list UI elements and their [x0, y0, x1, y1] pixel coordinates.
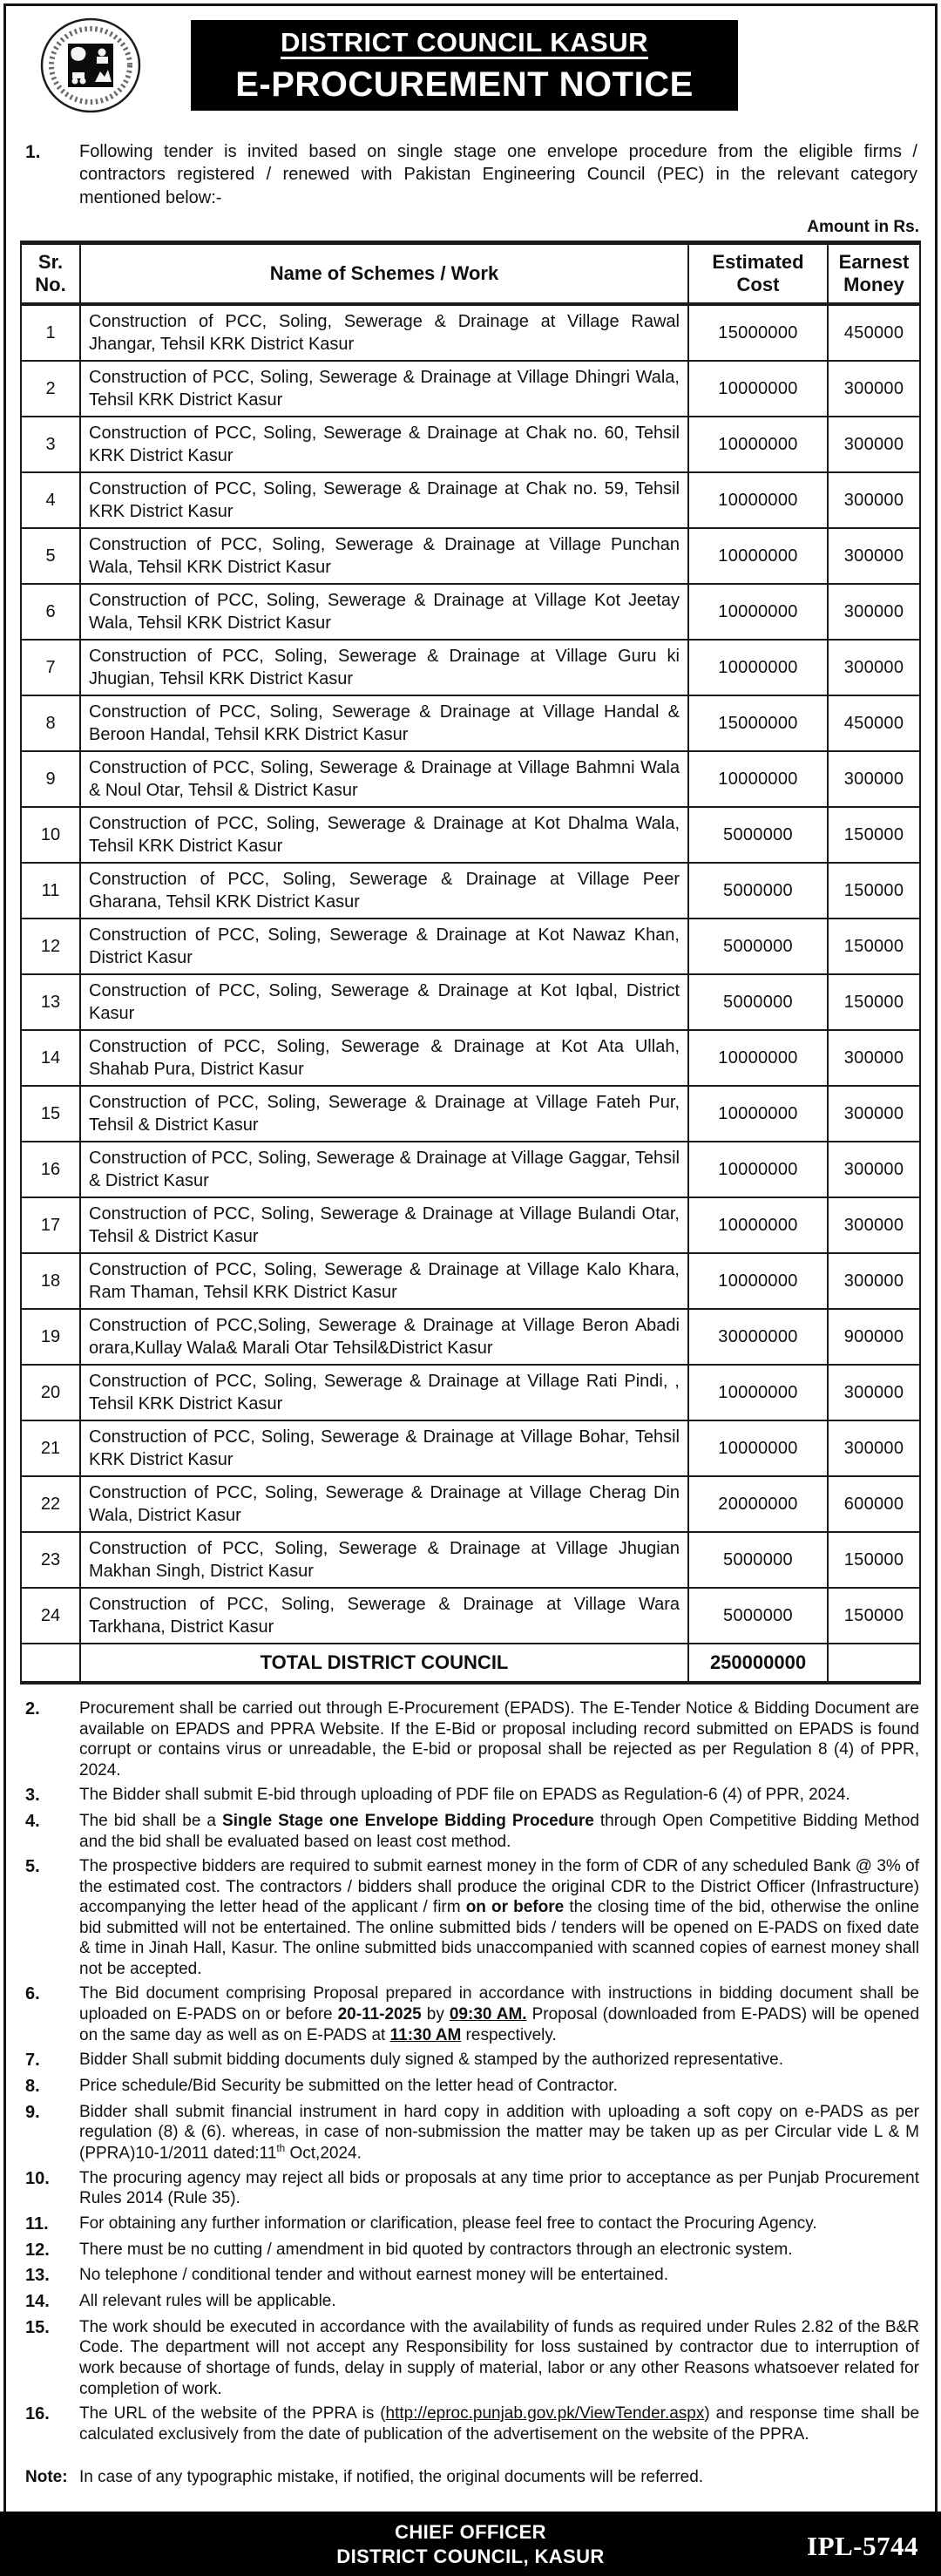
note-segment: on or before: [465, 1898, 565, 1917]
note-item: [25, 2317, 919, 2399]
note-segment: the closing time of the bid, otherwise the online bid submitted will not be entertained. The online submitted bids / tenders will be opened on E-PADS on fixed date & time in Jinah Hall, Kasur. The online submitted bids unaccompanied with scanned copies of earnest money shall not be accepted.: [79, 1898, 920, 1978]
row-serial: 10: [21, 807, 80, 863]
row-earnest-money: 450000: [828, 304, 920, 361]
schemes-table: [20, 241, 921, 1685]
note-segment: The bid shall be a: [79, 1812, 223, 1831]
table-row: [21, 528, 920, 584]
note-item: [25, 2168, 919, 2209]
signatory-office: DISTRICT COUNCIL, KASUR: [336, 2545, 605, 2568]
table-row: [21, 1420, 920, 1476]
note-number: 6.: [25, 1984, 40, 2004]
row-scheme-name: Construction of PCC, Soling, Sewerage & Drainage at Village Handal & Beroon Handal, Tehsil KRK District Kasur: [80, 695, 688, 751]
row-estimated-cost: 10000000: [688, 528, 828, 584]
note-number: 15.: [25, 2317, 50, 2337]
row-earnest-money: 150000: [828, 1532, 920, 1588]
table-row: [21, 584, 920, 640]
note-segment: Price schedule/Bid Security be submitted on the letter head of Contractor.: [79, 2076, 618, 2095]
note-segment: Procurement shall be carried out through E-Procurement (EPADS). The E-Tender Notice & Bidding Document are available on EPADS and PPRA Website. If the E-Bid or proposal including record submitted on EPADS is found corrupt or contains virus or unreadable, the E-bid or proposal shall be rejected as per Regulation 8 (4) of PPR, 2024.: [79, 1699, 919, 1779]
note-text: [79, 1983, 919, 2045]
row-estimated-cost: 5000000: [688, 919, 828, 974]
note-item: [25, 2076, 919, 2098]
typo-footnote: [25, 2467, 919, 2488]
note-segment: Bidder shall submit financial instrument in hard copy in addition with uploading a soft copy on e-PADS as per regulation (8) & (6). whereas, in case of non-submission the matter may be taken up as per Circular vide L & M (PPRA)10-1/2011 dated:11: [79, 2102, 919, 2163]
total-estimated-cost: 250000000: [688, 1644, 828, 1683]
row-earnest-money: 300000: [828, 1086, 920, 1142]
row-earnest-money: 150000: [828, 919, 920, 974]
note-text: [79, 2102, 919, 2164]
row-earnest-money: 300000: [828, 361, 920, 417]
note-segment: For obtaining any further information or clarification, please feel free to contact the Procuring Agency.: [79, 2213, 817, 2233]
row-serial: 12: [21, 919, 80, 974]
row-serial: 21: [21, 1420, 80, 1476]
row-estimated-cost: 20000000: [688, 1476, 828, 1532]
row-scheme-name: Construction of PCC, Soling, Sewerage & Drainage at Village Kot Jeetay Wala, Tehsil KRK District Kasur: [80, 584, 688, 640]
row-estimated-cost: 15000000: [688, 304, 828, 361]
signatory-block: [0, 2520, 941, 2569]
row-earnest-money: 300000: [828, 417, 920, 472]
note-segment: 20-11-2025: [337, 2004, 422, 2024]
row-earnest-money: 300000: [828, 584, 920, 640]
note-segment: Single Stage one Envelope Bidding Procedure: [222, 1812, 594, 1831]
row-serial: 4: [21, 472, 80, 528]
note-segment: The procuring agency may reject all bids or proposals at any time prior to acceptance as per Punjab Procurement Rules 2014 (Rule 35).: [79, 2168, 919, 2208]
row-estimated-cost: 10000000: [688, 1420, 828, 1476]
conditions-list: [25, 1698, 919, 2444]
notice-title-box: [191, 20, 738, 111]
row-serial: 9: [21, 751, 80, 807]
row-serial: 20: [21, 1365, 80, 1420]
row-earnest-money: 300000: [828, 640, 920, 695]
total-label: TOTAL DISTRICT COUNCIL: [80, 1644, 688, 1683]
note-segment: respectively.: [461, 2025, 557, 2044]
row-estimated-cost: 10000000: [688, 1253, 828, 1309]
row-estimated-cost: 10000000: [688, 361, 828, 417]
table-row: [21, 1030, 920, 1086]
note-item: [25, 1983, 919, 2045]
row-estimated-cost: 10000000: [688, 584, 828, 640]
table-row: [21, 919, 920, 974]
note-number: 7.: [25, 2051, 40, 2071]
note-number: 16.: [25, 2404, 50, 2424]
table-row: [21, 751, 920, 807]
table-row: [21, 863, 920, 919]
note-text: [79, 2403, 919, 2444]
note-number: 9.: [25, 2102, 40, 2122]
footnote-text: In case of any typographic mistake, if notified, the original documents will be referred.: [79, 2468, 704, 2487]
table-row: [21, 361, 920, 417]
note-text: [79, 2240, 919, 2261]
total-serial-empty: [21, 1644, 80, 1683]
row-earnest-money: 300000: [828, 1420, 920, 1476]
row-scheme-name: Construction of PCC, Soling, Sewerage & Drainage at Village Wara Tarkhana, District Kasur: [80, 1588, 688, 1644]
row-estimated-cost: 5000000: [688, 807, 828, 863]
row-serial: 16: [21, 1142, 80, 1197]
row-serial: 2: [21, 361, 80, 417]
row-estimated-cost: 10000000: [688, 417, 828, 472]
note-number: 3.: [25, 1786, 40, 1806]
row-estimated-cost: 5000000: [688, 1532, 828, 1588]
table-row: [21, 974, 920, 1030]
intro-clause: [25, 140, 917, 209]
row-earnest-money: 300000: [828, 1142, 920, 1197]
row-serial: 14: [21, 1030, 80, 1086]
table-row: [21, 304, 920, 361]
table-header-row: [21, 243, 920, 304]
row-estimated-cost: 5000000: [688, 863, 828, 919]
note-item: [25, 1785, 919, 1807]
row-scheme-name: Construction of PCC, Soling, Sewerage & Drainage at Village Guru ki Jhugian, Tehsil KRK District Kasur: [80, 640, 688, 695]
intro-clause-text: Following tender is invited based on single stage one envelope procedure from the eligible firms / contractors registered / renewed with Pakistan Engineering Council (PEC) in the relevant category mentioned below:-: [79, 142, 917, 207]
row-serial: 5: [21, 528, 80, 584]
row-estimated-cost: 10000000: [688, 1030, 828, 1086]
row-scheme-name: Construction of PCC, Soling, Sewerage & Drainage at Village Bulandi Otar, Tehsil & District Kasur: [80, 1197, 688, 1253]
row-scheme-name: Construction of PCC, Soling, Sewerage & Drainage at Village Kalo Khara, Ram Thaman, Tehsil KRK District Kasur: [80, 1253, 688, 1309]
note-segment: th: [276, 2142, 286, 2154]
col-header-estimated-cost: Estimated Cost: [688, 243, 828, 304]
note-item: [25, 2050, 919, 2071]
row-serial: 24: [21, 1588, 80, 1644]
note-text: [79, 2317, 919, 2399]
note-number: 4.: [25, 1812, 40, 1832]
note-text: [79, 2265, 919, 2286]
footnote-label: Note:: [25, 2468, 68, 2487]
note-segment: There must be no cutting / amendment in bid quoted by contractors through an electronic system.: [79, 2240, 793, 2259]
row-serial: 19: [21, 1309, 80, 1365]
note-segment: The prospective bidders are required to submit earnest money in the form of CDR of any scheduled Bank @ 3% of the estimated cost. The contractors / bidders shall produce the original CDR to the District Officer (Infrastructure) accompanying the letter head of the applicant / firm: [79, 1857, 919, 1917]
row-scheme-name: Construction of PCC, Soling, Sewerage & Drainage at Village Bohar, Tehsil KRK District Kasur: [80, 1420, 688, 1476]
row-scheme-name: Construction of PCC, Soling, Sewerage & Drainage at Kot Dhalma Wala, Tehsil KRK District Kasur: [80, 807, 688, 863]
note-item: [25, 2240, 919, 2261]
row-earnest-money: 300000: [828, 1253, 920, 1309]
row-estimated-cost: 10000000: [688, 1197, 828, 1253]
note-item: [25, 1698, 919, 1780]
row-scheme-name: Construction of PCC, Soling, Sewerage & Drainage at Village Punchan Wala, Tehsil KRK District Kasur: [80, 528, 688, 584]
note-segment: All relevant rules will be applicable.: [79, 2292, 336, 2311]
row-serial: 7: [21, 640, 80, 695]
note-text: [79, 1856, 919, 1979]
row-earnest-money: 300000: [828, 1197, 920, 1253]
note-number: 13.: [25, 2266, 50, 2286]
row-serial: 1: [21, 304, 80, 361]
col-header-serial: Sr. No.: [21, 243, 80, 304]
table-row: [21, 1197, 920, 1253]
row-scheme-name: Construction of PCC, Soling, Sewerage & Drainage at Chak no. 60, Tehsil KRK District Kasur: [80, 417, 688, 472]
district-council-seal-icon: [39, 17, 142, 114]
row-serial: 23: [21, 1532, 80, 1588]
row-serial: 17: [21, 1197, 80, 1253]
advertisement-code: IPL-5744: [807, 2531, 918, 2561]
note-text: [79, 2291, 919, 2312]
note-segment: through Open Competitive Bidding Method and the bid shall be evaluated based on least cost method.: [79, 1812, 920, 1851]
row-estimated-cost: 10000000: [688, 1365, 828, 1420]
table-row: [21, 1142, 920, 1197]
signatory-title: CHIEF OFFICER: [395, 2521, 546, 2543]
row-estimated-cost: 10000000: [688, 640, 828, 695]
note-segment: ) and response time shall be calculated exclusively from the date of publication of the advertisement on the website of the PPRA.: [79, 2404, 920, 2444]
note-number: 14.: [25, 2292, 50, 2312]
row-estimated-cost: 10000000: [688, 472, 828, 528]
row-scheme-name: Construction of PCC, Soling, Sewerage & Drainage at Village Dhingri Wala, Tehsil KRK District Kasur: [80, 361, 688, 417]
row-earnest-money: 150000: [828, 1588, 920, 1644]
row-scheme-name: Construction of PCC, Soling, Sewerage & Drainage at Village Fateh Pur, Tehsil & District Kasur: [80, 1086, 688, 1142]
note-item: [25, 2102, 919, 2164]
table-row: [21, 1532, 920, 1588]
page-frame: [3, 3, 938, 2573]
row-estimated-cost: 10000000: [688, 751, 828, 807]
row-earnest-money: 300000: [828, 472, 920, 528]
table-row: [21, 1086, 920, 1142]
row-scheme-name: Construction of PCC, Soling, Sewerage & Drainage at Kot Ata Ullah, Shahab Pura, District Kasur: [80, 1030, 688, 1086]
note-segment: The Bid document comprising Proposal prepared in accordance with instructions in bidding document shall be uploaded on E-PADS on or before: [79, 1984, 919, 2024]
note-segment: 09:30 AM.: [449, 2004, 527, 2024]
row-serial: 8: [21, 695, 80, 751]
row-estimated-cost: 10000000: [688, 1142, 828, 1197]
row-scheme-name: Construction of PCC, Soling, Sewerage & Drainage at Kot Iqbal, District Kasur: [80, 974, 688, 1030]
ppra-url-text: http://eproc.punjab.gov.pk/ViewTender.aspx: [385, 2404, 705, 2423]
page-title: DISTRICT COUNCIL KASUR: [280, 26, 649, 58]
row-estimated-cost: 30000000: [688, 1309, 828, 1365]
table-row: [21, 695, 920, 751]
row-serial: 15: [21, 1086, 80, 1142]
note-number: 5.: [25, 1857, 40, 1877]
row-earnest-money: 150000: [828, 807, 920, 863]
note-item: [25, 1856, 919, 1979]
row-earnest-money: 300000: [828, 528, 920, 584]
note-number: 2.: [25, 1699, 40, 1719]
note-item: [25, 2265, 919, 2287]
row-serial: 22: [21, 1476, 80, 1532]
note-segment: The Bidder shall submit E-bid through uploading of PDF file on EPADS as Regulation-6 (4) of PPR, 2024.: [79, 1786, 850, 1805]
note-segment: The URL of the website of the PPRA is (: [79, 2404, 386, 2423]
row-scheme-name: Construction of PCC, Soling, Sewerage & Drainage at Village Peer Gharana, Tehsil KRK District Kasur: [80, 863, 688, 919]
col-header-earnest-money: Earnest Money: [828, 243, 920, 304]
row-serial: 6: [21, 584, 80, 640]
row-scheme-name: Construction of PCC, Soling, Sewerage & Drainage at Kot Nawaz Khan, District Kasur: [80, 919, 688, 974]
row-earnest-money: 150000: [828, 974, 920, 1030]
table-row: [21, 807, 920, 863]
note-text: [79, 2213, 919, 2234]
table-row: [21, 1365, 920, 1420]
note-segment: Proposal (downloaded from E-PADS) will be opened on the same day as well as on E-PADS at: [79, 2004, 920, 2044]
row-estimated-cost: 5000000: [688, 1588, 828, 1644]
col-header-scheme-name: Name of Schemes / Work: [80, 243, 688, 304]
row-earnest-money: 300000: [828, 1365, 920, 1420]
note-segment: Bidder Shall submit bidding documents duly signed & stamped by the authorized representative.: [79, 2051, 783, 2070]
note-text: [79, 2076, 919, 2097]
row-serial: 3: [21, 417, 80, 472]
note-segment: by: [421, 2004, 450, 2024]
page-subtitle: E-PROCUREMENT NOTICE: [235, 64, 694, 104]
row-scheme-name: Construction of PCC, Soling, Sewerage & Drainage at Village Cherag Din Wala, District Kasur: [80, 1476, 688, 1532]
note-text: [79, 2050, 919, 2071]
row-scheme-name: Construction of PCC, Soling, Sewerage & Drainage at Chak no. 59, Tehsil KRK District Kasur: [80, 472, 688, 528]
table-row: [21, 1309, 920, 1365]
row-scheme-name: Construction of PCC,Soling, Sewerage & Drainage at Village Beron Abadi orara,Kullay Wala& Marali Otar Tehsil&District Kasur: [80, 1309, 688, 1365]
note-number: 10.: [25, 2168, 50, 2188]
note-number: 12.: [25, 2240, 50, 2260]
note-item: [25, 2213, 919, 2235]
row-scheme-name: Construction of PCC, Soling, Sewerage & Drainage at Village Rawal Jhangar, Tehsil KRK District Kasur: [80, 304, 688, 361]
note-number: 8.: [25, 2076, 40, 2096]
row-scheme-name: Construction of PCC, Soling, Sewerage & Drainage at Village Gaggar, Tehsil & District Kasur: [80, 1142, 688, 1197]
row-estimated-cost: 15000000: [688, 695, 828, 751]
row-earnest-money: 450000: [828, 695, 920, 751]
row-estimated-cost: 5000000: [688, 974, 828, 1030]
notice-header: [20, 6, 921, 128]
row-earnest-money: 300000: [828, 1030, 920, 1086]
table-row: [21, 640, 920, 695]
note-text: [79, 1698, 919, 1780]
note-segment: No telephone / conditional tender and without earnest money will be entertained.: [79, 2266, 668, 2285]
note-item: [25, 2291, 919, 2313]
note-item: [25, 1811, 919, 1852]
row-estimated-cost: 10000000: [688, 1086, 828, 1142]
amount-in-rs-label: Amount in Rs.: [807, 218, 919, 237]
row-earnest-money: 300000: [828, 751, 920, 807]
table-row: [21, 472, 920, 528]
note-number: 11.: [25, 2213, 49, 2234]
total-row: [21, 1644, 920, 1683]
note-segment: The work should be executed in accordance with the availability of funds as required under Rules 2.82 of the B&R Code. The department will not accept any Responsibility for loss sustained by contractor due to interruption of work because of shortage of funds, delay in supply of material, labor or any other Reasons whatsoever related for completion of work.: [79, 2317, 919, 2398]
row-earnest-money: 900000: [828, 1309, 920, 1365]
note-text: [79, 1785, 919, 1806]
footer-bar: [0, 2512, 941, 2576]
table-row: [21, 1476, 920, 1532]
total-earnest-empty: [828, 1644, 920, 1683]
note-segment: 11:30 AM: [389, 2025, 462, 2044]
note-text: [79, 1811, 919, 1852]
table-row: [21, 1253, 920, 1309]
table-row: [21, 417, 920, 472]
row-scheme-name: Construction of PCC, Soling, Sewerage & Drainage at Village Bahmni Wala & Noul Otar, Tehsil & District Kasur: [80, 751, 688, 807]
row-serial: 18: [21, 1253, 80, 1309]
row-serial: 13: [21, 974, 80, 1030]
note-segment: Oct,2024.: [285, 2144, 362, 2163]
intro-clause-number: 1.: [25, 142, 41, 162]
row-scheme-name: Construction of PCC, Soling, Sewerage & Drainage at Village Rati Pindi, , Tehsil KRK District Kasur: [80, 1365, 688, 1420]
row-serial: 11: [21, 863, 80, 919]
row-earnest-money: 150000: [828, 863, 920, 919]
note-text: [79, 2168, 919, 2209]
note-item: [25, 2403, 919, 2444]
table-row: [21, 1588, 920, 1644]
row-earnest-money: 600000: [828, 1476, 920, 1532]
row-scheme-name: Construction of PCC, Soling, Sewerage & Drainage at Village Jhugian Makhan Singh, District Kasur: [80, 1532, 688, 1588]
